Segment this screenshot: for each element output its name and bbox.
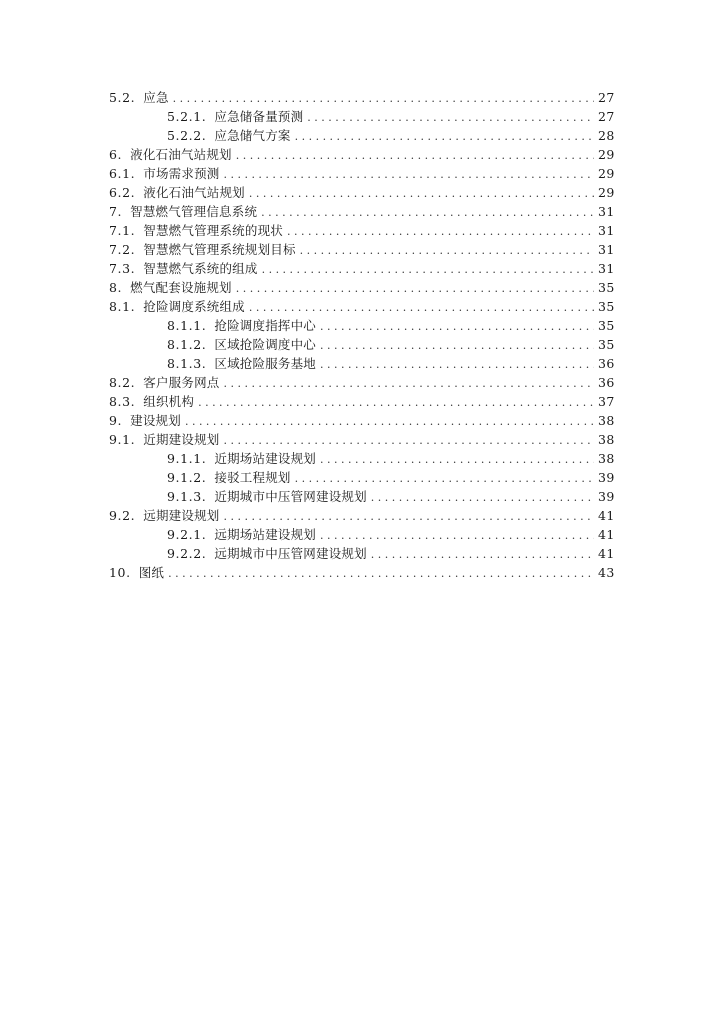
toc-dot-leader [173, 89, 594, 108]
toc-dot-leader [223, 507, 594, 526]
toc-entry[interactable] [109, 164, 614, 183]
toc-entry[interactable] [109, 392, 614, 411]
toc-entry[interactable] [109, 506, 614, 525]
toc-entry[interactable] [109, 563, 614, 582]
toc-entry-title: 区域抢险服务基地 [214, 356, 316, 371]
toc-entry-number: 7. [109, 204, 123, 219]
toc-entry-title: 抢险调度指挥中心 [214, 318, 316, 333]
toc-entry-title: 智慧燃气管理系统的现状 [143, 223, 283, 238]
toc-entry-number: 7.2. [109, 242, 136, 257]
toc-entry-number: 9.2.2. [167, 546, 207, 561]
toc-dot-leader [320, 526, 594, 545]
table-of-contents [109, 88, 614, 582]
toc-entry[interactable] [109, 373, 614, 392]
toc-entry-number: 9.1.3. [167, 489, 207, 504]
toc-dot-leader [223, 374, 594, 393]
toc-entry-title: 近期场站建设规划 [214, 451, 316, 466]
toc-entry-title: 远期城市中压管网建设规划 [214, 546, 367, 561]
toc-dot-leader [371, 488, 594, 507]
toc-entry[interactable] [109, 240, 614, 259]
toc-entry-title: 液化石油气站规划 [130, 147, 232, 162]
toc-entry-title: 客户服务网点 [143, 375, 220, 390]
toc-entry-title: 液化石油气站规划 [143, 185, 245, 200]
toc-dot-leader [249, 298, 594, 317]
toc-entry[interactable] [109, 487, 614, 506]
toc-entry-page-number: 35 [598, 318, 615, 333]
toc-entry-title: 智慧燃气管理系统规划目标 [143, 242, 296, 257]
toc-entry-page-number: 31 [598, 223, 615, 238]
toc-entry-title: 图纸 [138, 565, 165, 580]
toc-entry-title: 近期城市中压管网建设规划 [214, 489, 367, 504]
toc-entry-page-number: 27 [598, 90, 615, 105]
toc-entry-title: 组织机构 [143, 394, 195, 409]
toc-entry-page-number: 38 [598, 451, 615, 466]
toc-entry[interactable] [109, 297, 614, 316]
toc-entry[interactable] [109, 354, 614, 373]
toc-entry[interactable] [109, 202, 614, 221]
toc-entry-number: 8.1. [109, 299, 136, 314]
toc-entry-page-number: 31 [598, 242, 615, 257]
toc-entry-page-number: 29 [598, 166, 615, 181]
toc-entry[interactable] [109, 183, 614, 202]
toc-dot-leader [320, 450, 594, 469]
toc-entry-number: 5.2. [109, 90, 136, 105]
toc-entry[interactable] [109, 335, 614, 354]
toc-dot-leader [223, 165, 594, 184]
toc-entry[interactable] [109, 411, 614, 430]
toc-dot-leader [168, 564, 594, 583]
toc-entry-page-number: 28 [598, 128, 615, 143]
toc-entry-title: 建设规划 [130, 413, 181, 428]
toc-entry-page-number: 27 [598, 109, 615, 124]
toc-dot-leader [198, 393, 594, 412]
toc-dot-leader [320, 355, 594, 374]
toc-entry-title: 应急储备量预测 [214, 109, 304, 124]
toc-entry-page-number: 36 [598, 375, 615, 390]
toc-entry-page-number: 35 [598, 337, 615, 352]
toc-entry-number: 9.1.2. [167, 470, 207, 485]
toc-entry-page-number: 39 [598, 489, 615, 504]
toc-entry[interactable] [109, 126, 614, 145]
toc-dot-leader [307, 108, 594, 127]
toc-entry-page-number: 35 [598, 299, 615, 314]
toc-entry-title: 市场需求预测 [143, 166, 220, 181]
toc-entry-page-number: 41 [598, 546, 615, 561]
toc-entry[interactable] [109, 430, 614, 449]
toc-entry-page-number: 31 [598, 204, 615, 219]
toc-entry[interactable] [109, 316, 614, 335]
toc-entry-number: 9.2. [109, 508, 136, 523]
toc-dot-leader [236, 279, 594, 298]
toc-entry-page-number: 29 [598, 147, 615, 162]
toc-entry-page-number: 31 [598, 261, 615, 276]
toc-dot-leader [223, 431, 594, 450]
toc-entry-page-number: 29 [598, 185, 615, 200]
toc-entry-number: 8.1.3. [167, 356, 207, 371]
toc-entry-title: 远期建设规划 [143, 508, 220, 523]
toc-entry[interactable] [109, 145, 614, 164]
toc-dot-leader [320, 336, 594, 355]
toc-entry-number: 6.1. [109, 166, 136, 181]
toc-entry-page-number: 36 [598, 356, 615, 371]
toc-dot-leader [371, 545, 594, 564]
toc-entry-page-number: 37 [598, 394, 615, 409]
toc-dot-leader [236, 146, 594, 165]
toc-entry[interactable] [109, 544, 614, 563]
toc-entry[interactable] [109, 449, 614, 468]
toc-dot-leader [320, 317, 594, 336]
toc-dot-leader [295, 127, 594, 146]
toc-entry-number: 8.3. [109, 394, 136, 409]
toc-entry-number: 5.2.1. [167, 109, 207, 124]
toc-entry-number: 9.1. [109, 432, 136, 447]
toc-entry-number: 7.3. [109, 261, 136, 276]
toc-dot-leader [300, 241, 594, 260]
toc-entry-number: 8.1.2. [167, 337, 207, 352]
toc-entry-title: 区域抢险调度中心 [214, 337, 316, 352]
toc-entry-number: 7.1. [109, 223, 136, 238]
toc-entry-number: 6. [109, 147, 123, 162]
toc-entry-page-number: 41 [598, 508, 615, 523]
toc-dot-leader [185, 412, 594, 431]
toc-entry-title: 抢险调度系统组成 [143, 299, 245, 314]
toc-entry-number: 5.2.2. [167, 128, 207, 143]
toc-entry-title: 接驳工程规划 [214, 470, 291, 485]
toc-entry-page-number: 35 [598, 280, 615, 295]
toc-entry-page-number: 39 [598, 470, 615, 485]
toc-entry-title: 燃气配套设施规划 [130, 280, 232, 295]
toc-entry[interactable] [109, 468, 614, 487]
toc-entry-page-number: 38 [598, 432, 615, 447]
toc-entry[interactable] [109, 525, 614, 544]
toc-entry-number: 9. [109, 413, 123, 428]
toc-entry-number: 9.1.1. [167, 451, 207, 466]
toc-entry-title: 智慧燃气管理信息系统 [130, 204, 258, 219]
toc-entry[interactable] [109, 278, 614, 297]
toc-entry-number: 8. [109, 280, 123, 295]
toc-dot-leader [295, 469, 594, 488]
toc-dot-leader [262, 260, 594, 279]
toc-entry[interactable] [109, 259, 614, 278]
toc-dot-leader [249, 184, 594, 203]
toc-entry-page-number: 41 [598, 527, 615, 542]
toc-dot-leader [261, 203, 594, 222]
toc-entry-title: 远期场站建设规划 [214, 527, 316, 542]
toc-entry-number: 9.2.1. [167, 527, 207, 542]
toc-entry-page-number: 43 [598, 565, 615, 580]
toc-entry-number: 6.2. [109, 185, 136, 200]
toc-entry[interactable] [109, 88, 614, 107]
toc-entry-number: 8.2. [109, 375, 136, 390]
toc-entry[interactable] [109, 221, 614, 240]
toc-entry-page-number: 38 [598, 413, 615, 428]
toc-dot-leader [287, 222, 594, 241]
toc-entry-number: 10. [109, 565, 131, 580]
toc-entry-title: 近期建设规划 [143, 432, 220, 447]
toc-entry-number: 8.1.1. [167, 318, 207, 333]
toc-entry-title: 应急 [143, 90, 169, 105]
toc-entry-title: 应急储气方案 [214, 128, 291, 143]
toc-entry[interactable] [109, 107, 614, 126]
toc-entry-title: 智慧燃气系统的组成 [143, 261, 258, 276]
